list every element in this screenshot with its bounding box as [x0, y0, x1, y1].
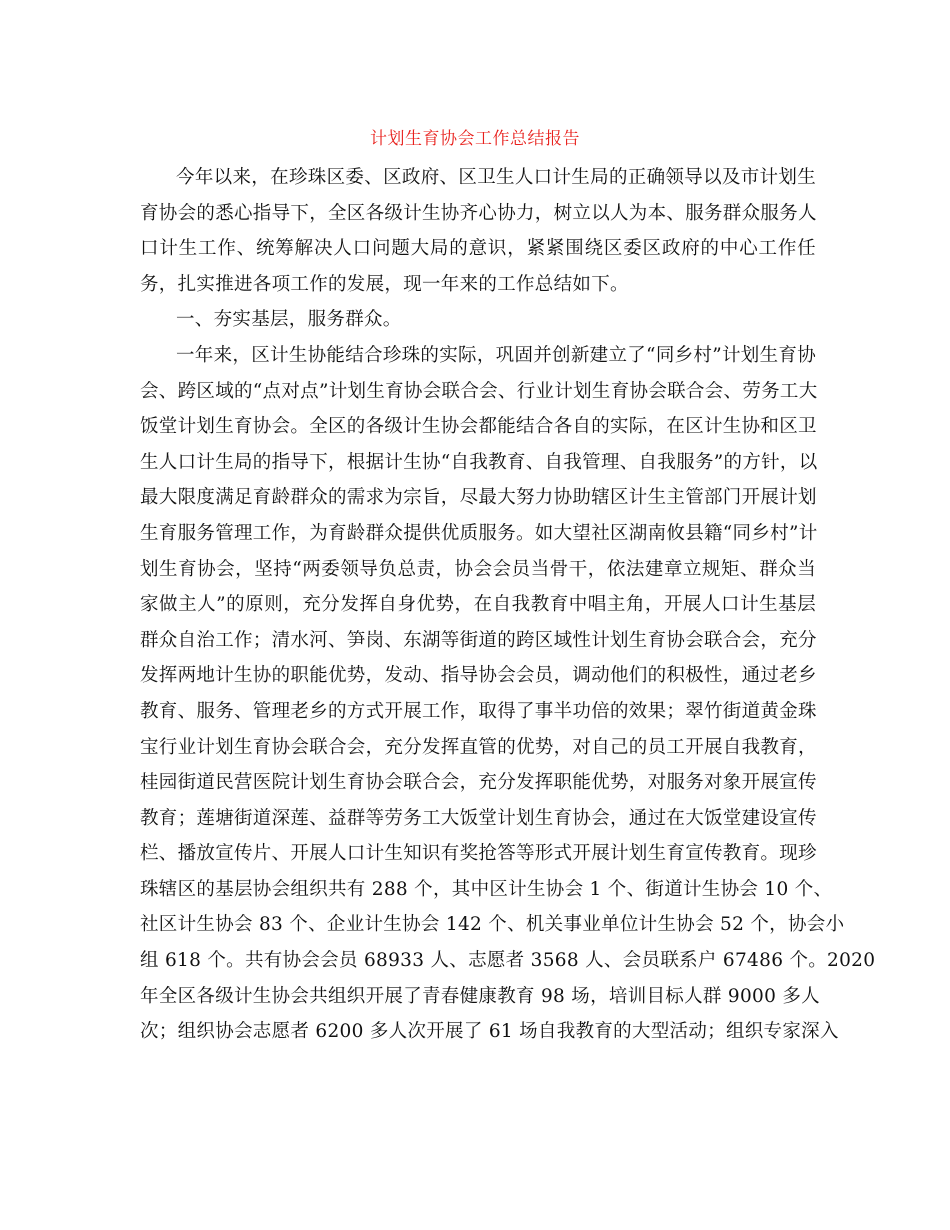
paragraph-line: 最大限度满足育龄群众的需求为宗旨，尽最大努力协助辖区计生主管部门开展计划 — [140, 487, 817, 509]
paragraph-line: 划生育协会，坚持“两委领导负总责，协会会员当骨干，依法建章立规矩、群众当 — [140, 558, 816, 580]
paragraph-line: 一年来，区计生协能结合珍珠的实际，巩固并创新建立了“同乡村”计划生育协 — [176, 344, 816, 366]
paragraph-line: 育协会的悉心指导下，全区各级计生协齐心协力，树立以人为本、服务群众服务人 — [140, 202, 817, 224]
paragraph-line: 珠辖区的基层协会组织共有 288 个，其中区计生协会 1 个、街道计生协会 10 个、 — [140, 878, 833, 900]
document-title: 计划生育协会工作总结报告 — [370, 129, 580, 149]
paragraph-line: 发挥两地计生协的职能优势，发动、指导协会会员，调动他们的积极性，通过老乡 — [140, 665, 817, 687]
document-body — [140, 160, 876, 1050]
paragraph-line: 饭堂计划生育协会。全区的各级计生协会都能结合各自的实际，在区计生协和区卫 — [140, 416, 817, 438]
paragraph-line: 口计生工作、统筹解决人口问题大局的意识，紧紧围绕区委区政府的中心工作任 — [140, 238, 816, 260]
paragraph-line: 家做主人”的原则，充分发挥自身优势，在自我教育中唱主角，开展人口计生基层 — [140, 594, 816, 616]
paragraph-line: 宝行业计划生育协会联合会，充分发挥直管的优势，对自己的员工开展自我教育， — [140, 736, 817, 758]
section-heading: 一、夯实基层，服务群众。 — [176, 309, 402, 331]
paragraph-line: 次；组织协会志愿者 6200 多人次开展了 61 场自我教育的大型活动；组织专家深入 — [140, 1021, 839, 1043]
paragraph-line: 教育；莲塘街道深莲、益群等劳务工大饭堂计划生育协会，通过在大饭堂建设宣传 — [140, 807, 817, 829]
paragraph-line: 社区计生协会 83 个、企业计生协会 142 个、机关事业单位计生协会 52 个，协会小 — [140, 914, 845, 936]
paragraph-line: 桂园街道民营医院计划生育协会联合会，充分发挥职能优势，对服务对象开展宣传 — [140, 772, 817, 794]
paragraph-line: 生人口计生局的指导下，根据计生协“自我教育、自我管理、自我服务”的方针，以 — [140, 451, 818, 473]
paragraph-line: 会、跨区域的“点对点”计划生育协会联合会、行业计划生育协会联合会、劳务工大 — [140, 380, 818, 402]
paragraph-line: 群众自治工作；清水河、笋岗、东湖等街道的跨区域性计划生育协会联合会，充分 — [140, 629, 817, 651]
paragraph-line: 生育服务管理工作，为育龄群众提供优质服务。如大望社区湖南攸县籍“同乡村”计 — [140, 522, 818, 544]
paragraph-line: 栏、播放宣传片、开展人口计生知识有奖抢答等形式开展计划生育宣传教育。现珍 — [140, 843, 817, 865]
paragraph-line: 年全区各级计生协会共组织开展了青春健康教育 98 场，培训目标人群 9000 多人 — [140, 985, 820, 1007]
paragraph-line: 务，扎实推进各项工作的发展，现一年来的工作总结如下。 — [140, 273, 629, 295]
paragraph-line: 今年以来，在珍珠区委、区政府、区卫生人口计生局的正确领导以及市计划生 — [176, 167, 816, 188]
paragraph-line: 教育、服务、管理老乡的方式开展工作，取得了事半功倍的效果；翠竹街道黄金珠 — [140, 700, 817, 722]
paragraph-line: 组 618 个。共有协会会员 68933 人、志愿者 3568 人、会员联系户 67486 个。2020 — [140, 950, 876, 972]
